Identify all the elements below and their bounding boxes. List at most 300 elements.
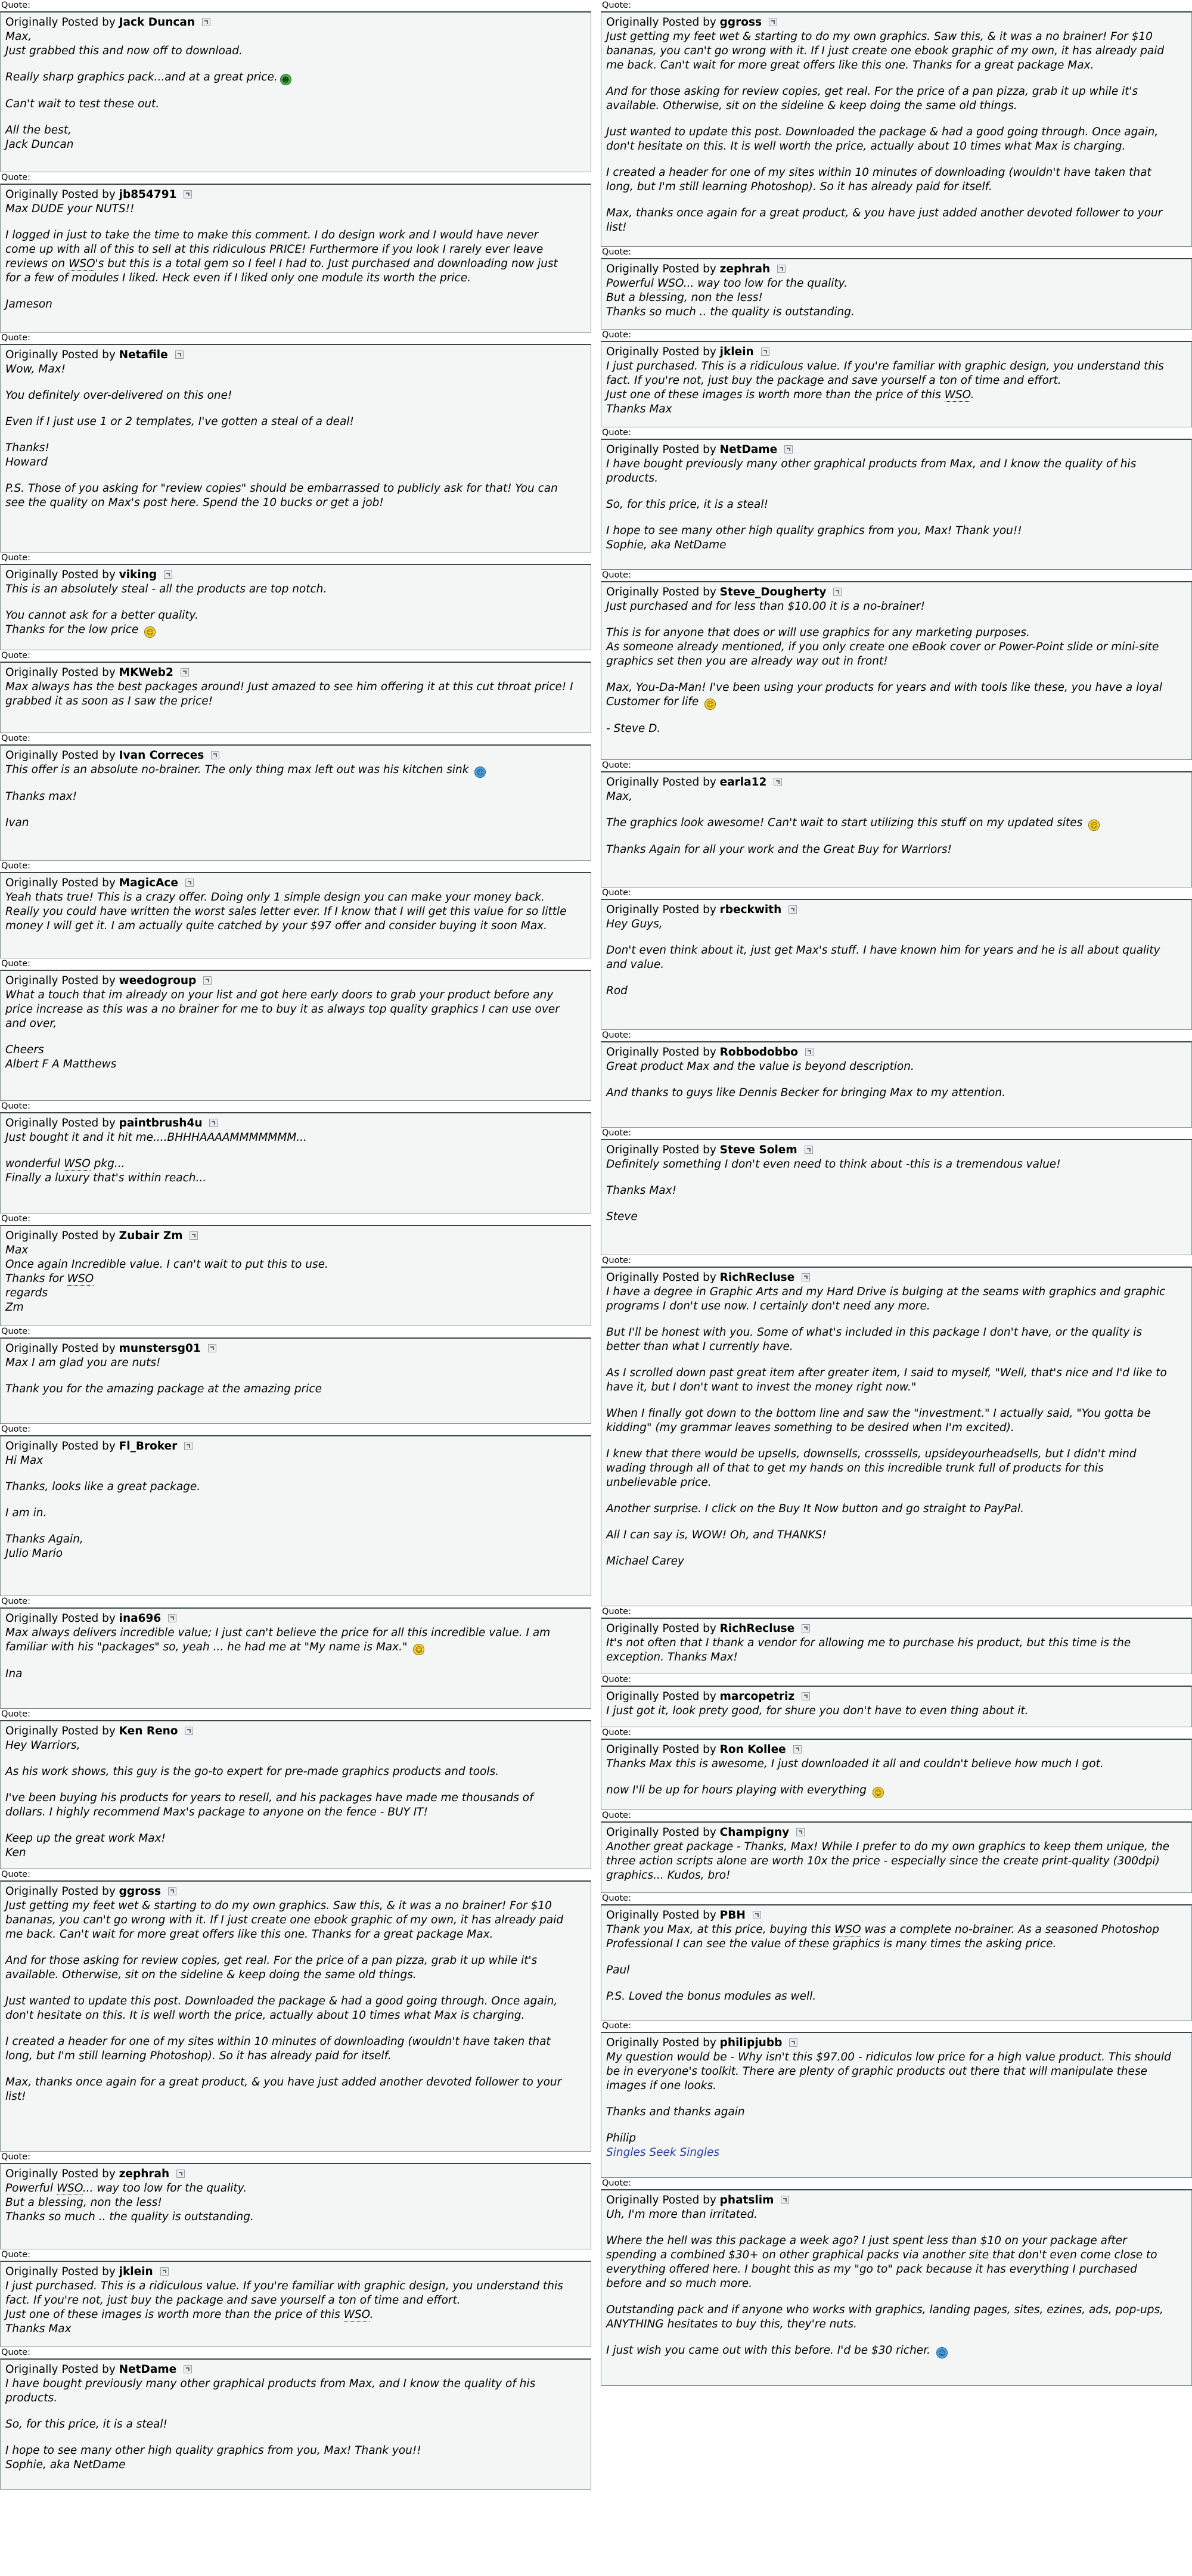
message-line [606,1937,1187,1951]
quote-box [601,1904,1192,2021]
view-post-icon[interactable] [184,2365,192,2373]
quote-message [5,1739,586,1860]
message-line [606,600,1187,614]
quote-author: PBH [719,1909,746,1922]
quote-label: Quote: [1,1709,30,1719]
message-line [606,1421,1187,1435]
message-text: Hey Guys, [606,918,663,930]
message-text: Thanks for the low price [5,623,142,636]
quote-author: Champigny [719,1826,790,1839]
posted-by-prefix: Originally Posted by [5,1117,116,1129]
message-text: I knew that there would be upsells, downsells, crosssells, upsideyourheadsells, but I didn't mind [606,1448,1137,1460]
view-post-icon[interactable] [833,588,842,596]
message-text: Cheers [5,1044,44,1056]
view-post-icon[interactable] [802,1624,810,1632]
posted-by-line [5,15,586,30]
quote-message [5,763,586,830]
quote-box [0,970,591,1101]
view-post-icon[interactable] [784,445,793,454]
message-text: don't hesitate on this. It is well worth the price, actually about 10 times what Max is charging. [5,2009,525,2022]
posted-by-prefix: Originally Posted by [5,1725,116,1737]
posted-by-line [5,666,586,680]
posted-by-line [606,1143,1187,1157]
view-post-icon[interactable] [203,976,212,985]
quote-message [606,2208,1187,2358]
message-text: Steve [606,1211,638,1223]
quote-label: Quote: [1,1101,30,1111]
quote-label: Quote: [1,861,30,871]
quote-message [5,1626,586,1681]
message-text: As someone already mentioned, if you only create one eBook cover or Power-Point slide or mini-site [606,641,1159,653]
quote-box [601,258,1192,330]
quote-message [5,2377,586,2472]
message-text: Customer for life [606,696,703,708]
message-text: everything offered here. I bought this as my "go to" pack because it has everything I purchased [606,2263,1137,2276]
posted-by-prefix: Originally Posted by [5,1612,116,1625]
message-text: . [370,2308,374,2321]
quote-box [0,744,591,861]
wso-abbreviation[interactable]: WSO [944,389,971,401]
quote-author: philipjubb [719,2037,783,2049]
posted-by-line [5,749,586,763]
quote-author: munstersg01 [119,1342,201,1355]
posted-by-prefix: Originally Posted by [5,2363,116,2376]
posted-by-line [606,2193,1187,2208]
message-spacer [606,1978,1187,1990]
message-text: Once again Incredible value. I can't wait to put this to use. [5,1258,328,1271]
message-line [606,917,1187,932]
quote-message [5,582,586,638]
posted-by-line [606,15,1187,30]
message-text: I just purchased. This is a ridiculous value. If you're familiar with graphic design, you understand this [606,360,1164,373]
message-line [5,271,586,285]
quote-block-right-9 [601,1128,1192,1255]
message-line [5,1017,586,1031]
wso-abbreviation[interactable]: WSO [56,2182,83,2195]
view-post-icon[interactable] [789,905,797,914]
quote-box [0,1880,591,2152]
message-spacer [5,85,586,97]
message-line [5,816,586,830]
message-text: Powerful [606,277,657,290]
view-post-icon[interactable] [168,1887,176,1895]
message-line [5,1640,586,1655]
posted-by-line [5,1612,586,1626]
message-text: long, but I'm still learning Photoshop). So it has already paid for itself. [606,181,992,193]
view-post-icon[interactable] [168,1614,176,1622]
quote-message [606,359,1187,417]
quote-author: Netafile [119,349,168,361]
quote-box [0,344,591,553]
message-text: Sophie, aka NetDame [606,539,727,551]
quote-label: Quote: [1,1597,30,1606]
message-text: Jack Duncan [5,138,74,151]
message-text: Thanks Max [5,2323,72,2335]
message-text: wading through all of that to get my hands on this incredible trunk full of products for this [606,1462,1104,1475]
quote-box [0,1337,591,1424]
message-line [606,1554,1187,1569]
message-line [606,2105,1187,2119]
quote-block-left-12 [0,1424,591,1596]
message-text: Another surprise. I click on the Buy It Now button and go straight to PayPal. [606,1503,1025,1515]
view-post-icon[interactable] [753,1911,761,1919]
message-text: You definitely over-delivered on this one! [5,389,232,402]
message-line [5,1243,586,1258]
quote-author: Ron Kollee [719,1743,786,1756]
message-line [5,2049,586,2063]
message-text: And for those asking for review copies, get real. For the price of a pan pizza, grab it up while it's [606,85,1138,98]
quote-box [601,1267,1192,1606]
view-post-icon[interactable] [209,1119,218,1127]
message-text: unbelievable price. [606,1476,712,1489]
message-line [5,2196,586,2210]
quote-label: Quote: [602,2178,631,2188]
quote-label: Quote: [1,1870,30,1879]
message-text: before and so much more. [606,2277,753,2290]
message-text: products. [606,472,659,485]
message-text: Ivan [5,817,29,829]
message-line [5,1832,586,1846]
quote-author: Jack Duncan [119,16,195,29]
wso-abbreviation[interactable]: WSO [67,1273,94,1285]
wso-abbreviation[interactable]: WSO [834,1923,861,1936]
smile-icon: ☺ [413,1644,424,1655]
message-text: Thanks for [5,1273,67,1285]
message-line [5,1954,586,1968]
message-spacer [5,216,586,228]
message-text: available. Otherwise, sit on the sideline & keep doing the same old things. [606,100,1017,112]
message-line [606,277,1187,291]
message-text: I just wish you came out with this before. I'd be $30 richer. [606,2344,934,2357]
quote-box [0,1112,591,1213]
message-line [606,498,1187,512]
smile-icon: ☺ [873,1787,884,1798]
view-post-icon[interactable] [184,1442,193,1450]
quote-message [606,30,1187,235]
quote-author: Steve_Dougherty [719,586,827,598]
message-text: exception. Thanks Max! [606,1651,738,1663]
posted-by-prefix: Originally Posted by [5,1230,116,1242]
view-post-icon[interactable] [185,1727,193,1735]
view-post-icon[interactable] [777,265,786,273]
message-text: I have a degree in Graphic Arts and my Hard Drive is bulging at the seams with graphics and graphic [606,1286,1166,1298]
quote-author: NetDame [119,2363,177,2376]
posted-by-line [5,1116,586,1131]
quote-block-right-15 [601,1893,1192,2021]
posted-by-line [5,974,586,988]
view-post-icon[interactable] [802,1273,810,1281]
quote-box [601,1041,1192,1128]
quote-box [601,341,1192,427]
message-text: Really sharp graphics pack...and at a great price. [5,71,278,83]
quote-message [606,1704,1187,1718]
message-line [5,988,586,1003]
message-text: spending a combined $30+ on other graphical packs via another site that don't even come close to [606,2249,1157,2261]
quote-block-left-2 [0,172,591,333]
posted-by-line [606,585,1187,600]
message-line [5,496,586,510]
message-text: As I scrolled down past great item after greater item, I said to myself, "Well, that's nice and I'd like to [606,1367,1167,1379]
view-post-icon[interactable] [781,2196,789,2204]
message-line [606,1528,1187,1543]
message-spacer [606,1490,1187,1502]
posted-by-prefix: Originally Posted by [606,346,716,358]
message-line [606,1157,1187,1172]
message-line [606,44,1187,58]
quote-message [5,1131,586,1185]
message-line [606,1502,1187,1516]
message-text: ... way too low for the quality. [683,277,848,290]
quote-label: Quote: [602,1811,631,1820]
message-line [5,1791,586,1805]
message-line [5,890,586,905]
view-post-icon[interactable] [175,350,184,359]
quote-box [601,1821,1192,1893]
quote-block-left-16 [0,2152,591,2249]
view-post-icon[interactable] [805,1146,813,1154]
message-spacer [5,1753,586,1765]
message-line [5,694,586,709]
message-line [5,1057,586,1072]
message-text: Thanks max! [5,790,77,803]
message-text: Powerful [5,2182,57,2195]
view-post-icon[interactable] [160,2267,169,2276]
wso-abbreviation[interactable]: WSO [343,2308,370,2321]
message-text: Max [5,1244,29,1256]
message-line [5,389,586,403]
wso-abbreviation[interactable]: WSO [657,277,684,290]
message-text: Another great package - Thanks, Max! While I prefer to do my own graphics to keep them unique, the [606,1841,1170,1853]
smile-icon: ☺ [1088,820,1100,831]
message-line [5,2391,586,2406]
posted-by-prefix: Originally Posted by [5,2168,116,2180]
message-spacer [5,2432,586,2444]
message-text: Hey Warriors, [5,1739,80,1752]
message-text: dollars. I highly recommend Max's package to anyone on the fence - BUY IT! [5,1806,428,1818]
message-text: Thanks Again, [5,1533,83,1545]
message-line [606,1299,1187,1314]
message-spacer [5,377,586,389]
message-spacer [5,1468,586,1480]
message-text: was a complete no-brainer. As a seasoned Photoshop [861,1923,1159,1936]
message-spacer [606,154,1187,166]
message-line [606,2050,1187,2065]
message-spacer [606,1771,1187,1783]
message-line [606,1340,1187,1354]
message-text: Just purchased and for less than $10.00 it is a no-brainer! [606,600,925,613]
message-text: images if one looks. [606,2080,716,2092]
message-line [606,1636,1187,1650]
message-line [606,1060,1187,1074]
posted-by-line [606,903,1187,917]
message-text: Just getting my feet wet & starting to do my own graphics. Saw this, & it was a no brainer! For $10 [5,1900,552,1912]
message-line [606,1407,1187,1421]
message-spacer [606,1951,1187,1963]
message-spacer [5,1942,586,1954]
message-text: . [970,389,974,401]
message-line [5,623,586,638]
message-line [606,722,1187,736]
view-post-icon[interactable] [774,778,782,786]
quote-message [606,1285,1187,1569]
quote-label: Quote: [602,1675,631,1684]
view-post-icon[interactable] [184,190,192,198]
message-text: Keep up the great work Max! [5,1832,166,1845]
quote-message [5,1899,586,2104]
message-line [606,2317,1187,2332]
quote-box [601,581,1192,760]
wso-abbreviation[interactable]: WSO [64,1157,91,1170]
message-line [606,1184,1187,1198]
view-post-icon[interactable] [805,1048,814,1056]
message-line [5,257,586,271]
posted-by-line [5,188,586,202]
view-post-icon[interactable] [176,2170,185,2178]
message-line [606,626,1187,640]
quote-author: ina696 [119,1612,162,1625]
quote-message [606,1157,1187,1224]
message-spacer [606,1395,1187,1407]
message-spacer [606,73,1187,85]
posted-by-prefix: Originally Posted by [606,1144,716,1156]
message-spacer [5,804,586,816]
posted-by-prefix: Originally Posted by [606,16,716,29]
message-line [606,816,1187,831]
message-text: And for those asking for review copies, get real. For the price of a pan pizza, grab it up while it's [5,1954,538,1967]
posted-by-line [606,1622,1187,1636]
posted-by-prefix: Originally Posted by [5,1342,116,1355]
message-line [5,1356,586,1370]
quote-block-right-16 [601,2021,1192,2178]
message-text: Professional I can see the value of these graphics is many times the asking price. [606,1938,1057,1950]
quote-block-left-8 [0,958,591,1101]
quote-box [601,1139,1192,1255]
view-post-icon[interactable] [793,1745,802,1753]
message-text: pkg... [90,1157,125,1170]
quote-message [5,2279,586,2336]
message-spacer [606,710,1187,722]
quote-message [606,457,1187,553]
message-line [5,2308,586,2322]
message-line [606,1990,1187,2004]
message-text: me back. Can't wait for more great offers like this one. Thanks for a great package Max. [5,1928,493,1941]
view-post-icon[interactable] [181,668,189,676]
quote-message [606,2050,1187,2160]
message-line [5,1739,586,1753]
quote-block-right-6 [601,760,1192,887]
quote-label: Quote: [602,1256,631,1265]
posted-by-line [5,2167,586,2181]
quote-label: Quote: [1,2152,30,2162]
quote-message [5,1454,586,1561]
message-text: fact. If you're not, just buy the package and save yourself a ton of time and effort. [5,2294,461,2307]
message-text: I hope to see many other high quality graphics from you, Max! Thank you!! [5,2444,421,2457]
message-line [5,1454,586,1468]
quote-message [606,1636,1187,1665]
message-text: This is for anyone that does or will use graphics for any marketing purposes. [606,626,1030,639]
quote-label: Quote: [602,330,631,340]
message-text: Hi Max [5,1454,44,1467]
smile-icon: ☺ [144,626,156,638]
message-line [606,1366,1187,1380]
view-post-icon[interactable] [769,18,777,26]
message-spacer [5,1982,586,1994]
message-line [606,2146,1187,2160]
quote-label: Quote: [602,1607,631,1616]
posted-by-line [606,262,1187,277]
posted-by-prefix: Originally Posted by [5,877,116,889]
wso-abbreviation[interactable]: WSO [69,257,95,270]
wink-icon: ☺ [474,766,486,778]
message-text: products. [5,2392,58,2404]
quote-message [5,202,586,312]
posted-by-line [5,1885,586,1899]
message-text: But I'll be honest with you. Some of what's included in this package I don't have, or the quality is [606,1326,1143,1339]
quote-block-left-13 [0,1596,591,1709]
quote-message [606,277,1187,319]
posted-by-line [606,1908,1187,1923]
message-text: money I will get it. I am actually quite catched by your $97 offer and consider buying it soon Max. [5,920,548,932]
message-spacer [606,2332,1187,2344]
message-text: list! [5,2090,26,2103]
message-text: Just one of these images is worth more than the price of this [606,389,945,401]
big-grin-smiley-icon: ☻ [280,74,291,85]
message-line [5,2009,586,2023]
quote-box [0,564,591,650]
message-text: regards [5,1287,48,1299]
message-text: Max, You-Da-Man! I've been using your products for years and with tools like these, you have a loyal [606,681,1162,694]
message-line [5,455,586,470]
message-text: Just wanted to update this post. Downloaded the package & had a good going through. Once again, [606,126,1159,138]
view-post-icon[interactable] [211,751,219,759]
view-post-icon[interactable] [802,1692,810,1700]
view-post-icon[interactable] [185,879,194,887]
quote-label: Quote: [1,734,30,743]
message-spacer [5,1520,586,1532]
message-text: Uh, I'm more than irritated. [606,2208,758,2221]
message-text: Really you could have written the worst sales letter ever. If I know that I will get this value for so little [5,905,567,918]
view-post-icon[interactable] [202,18,210,26]
message-text: programs I don't use now. I certainly don't need any more. [606,1300,930,1312]
view-post-icon[interactable] [208,1344,216,1352]
posted-by-line [606,1690,1187,1704]
message-text: Howard [5,456,48,468]
view-post-icon[interactable] [164,570,172,579]
quote-message [5,890,586,933]
message-line [606,1326,1187,1340]
message-text: Ina [5,1668,23,1680]
message-text: I created a header for one of my sites within 10 minutes of downloading (wouldn't have taken that [606,166,1151,179]
view-post-icon[interactable] [190,1231,198,1240]
view-post-icon[interactable] [761,347,769,356]
message-text: I have bought previously many other graphical products from Max, and I know the quality of his [606,458,1137,470]
message-spacer [606,1516,1187,1528]
view-post-icon[interactable] [789,2038,797,2047]
posted-by-prefix: Originally Posted by [5,349,116,361]
quote-box [0,2163,591,2249]
view-post-icon[interactable] [796,1828,805,1836]
message-spacer [5,597,586,609]
message-text: list! [606,221,627,234]
quote-block-left-11 [0,1326,591,1424]
quote-box [0,184,591,333]
quote-block-left-4 [0,553,591,650]
signature-link[interactable]: Singles Seek Singles [606,2146,720,2159]
message-text: Even if I just use 1 or 2 templates, I've gotten a steal of a deal! [5,415,354,428]
quote-label: Quote: [602,1,631,10]
message-spacer [606,1198,1187,1210]
quote-message [5,1356,586,1396]
